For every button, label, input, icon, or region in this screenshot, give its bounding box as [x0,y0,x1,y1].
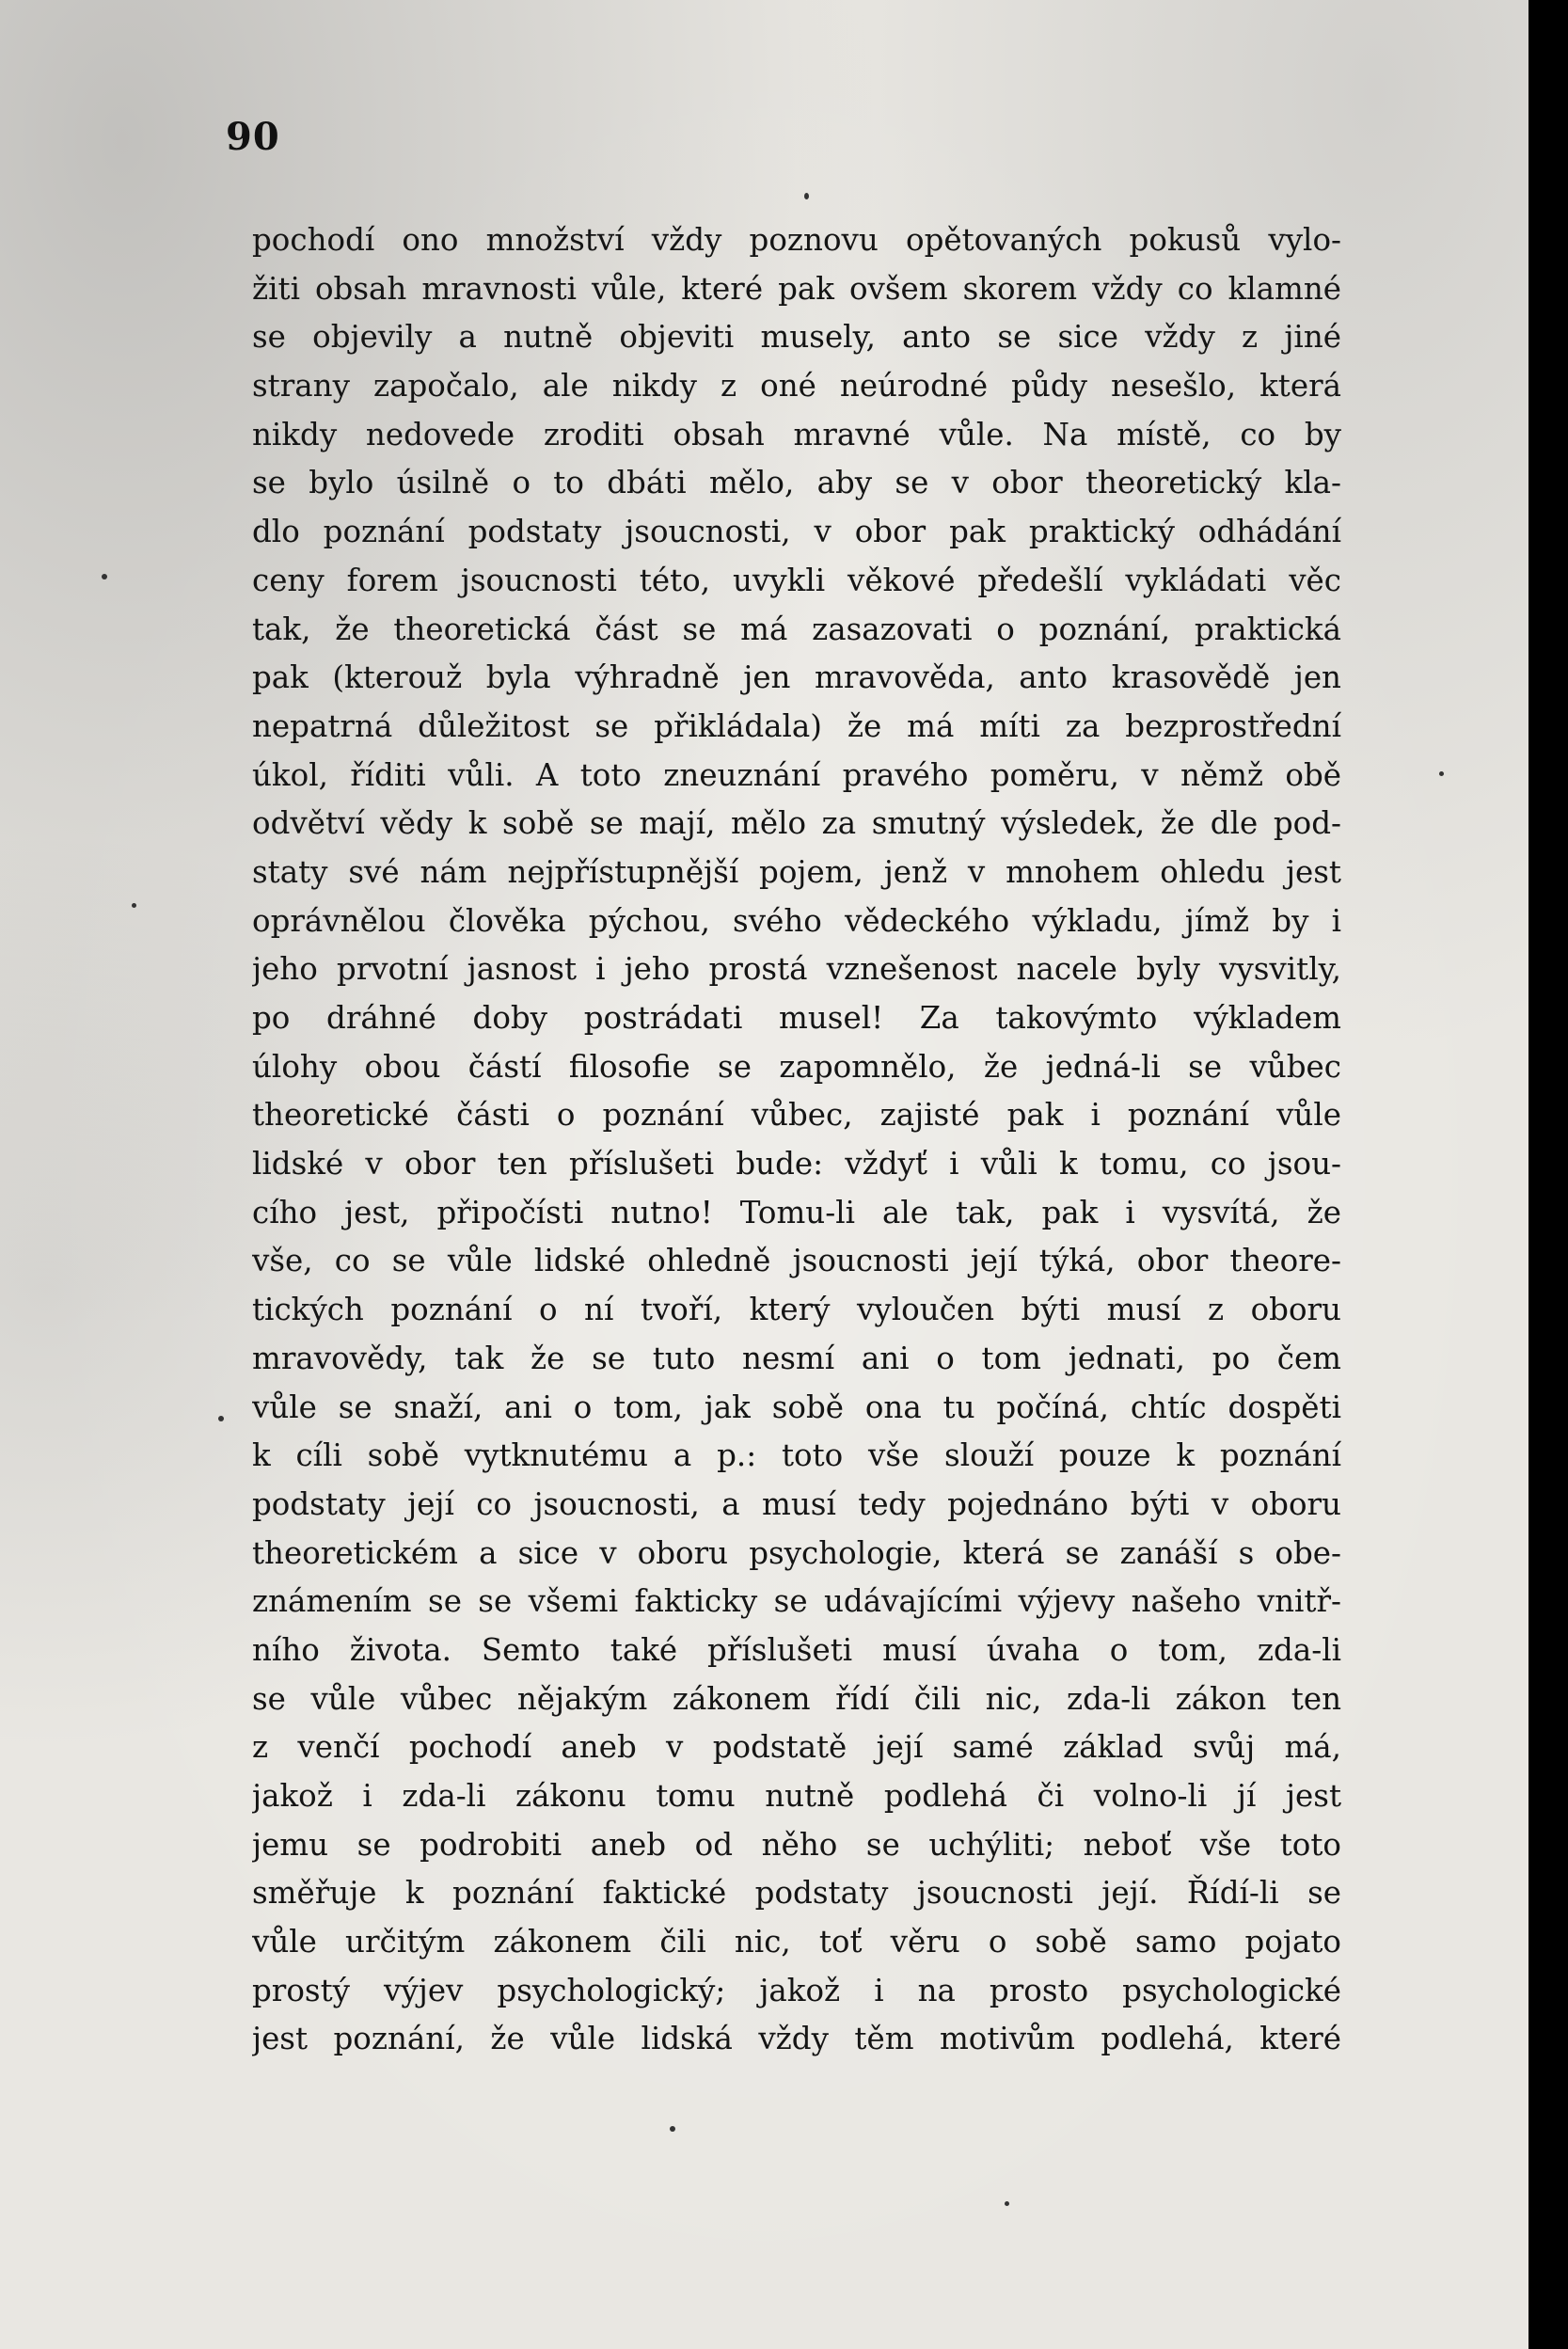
scan-speck [1005,2201,1009,2206]
scan-speck [804,193,809,199]
text-line: vůle se snaží, ani o tom, jak sobě ona tu počíná, chtíc dospěti [252,1389,1341,1425]
text-line: pak (kterouž byla výhradně jen mravověda, anto krasovědě jen [252,659,1341,696]
text-line: odvětví vědy k sobě se mají, mělo za smutný výsledek, že dle pod- [252,805,1341,842]
text-line: theoretickém a sice v oboru psychologie, která se zanáší s obe- [252,1534,1341,1571]
text-line: theoretické části o poznání vůbec, zajisté pak i poznání vůle [252,1097,1341,1134]
scan-speck [670,2126,675,2132]
text-line: známením se se všemi fakticky se udávajícími výjevy našeho vnitř- [252,1583,1341,1620]
text-line: se objevily a nutně objeviti musely, anto se sice vždy z jiné [252,319,1341,356]
text-line: směřuje k poznání faktické podstaty jsoucnosti její. Řídí-li se [252,1875,1341,1912]
text-line: prostý výjev psychologický; jakož i na prosto psychologické [252,1972,1341,2008]
text-line: po dráhné doby postrádati musel! Za takovýmto výkladem [252,1000,1341,1036]
text-line: cího jest, připočísti nutno! Tomu-li ale tak, pak i vysvítá, že [252,1194,1341,1230]
text-line: jakož i zda-li zákonu tomu nutně podlehá či volno-li jí jest [252,1778,1341,1814]
scan-speck [132,903,136,908]
text-line: jemu se podrobiti aneb od něho se uchýliti; neboť vše toto [252,1826,1341,1863]
page-number: 90 [226,115,280,159]
text-line: vše, co se vůle lidské ohledně jsoucnosti její týká, obor theore- [252,1243,1341,1279]
text-line: jest poznání, že vůle lidská vždy těm motivům podlehá, které [252,2021,1341,2057]
text-line: vůle určitým zákonem čili nic, toť věru o sobě samo pojato [252,1924,1341,1960]
text-line: úkol, říditi vůli. A toto zneuznání pravého poměru, v němž obě [252,756,1341,793]
text-line: tak, že theoretická část se má zasazovati o poznání, praktická [252,611,1341,647]
text-line: jeho prvotní jasnost i jeho prostá vznešenost nacele byly vysvitly, [252,951,1341,988]
text-line: žiti obsah mravnosti vůle, které pak ovšem skorem vždy co klamné [252,270,1341,307]
body-text [252,216,1341,2064]
text-line: z venčí pochodí aneb v podstatě její samé základ svůj má, [252,1729,1341,1766]
text-line: se vůle vůbec nějakým zákonem řídí čili nic, zda-li zákon ten [252,1680,1341,1717]
text-line: mravovědy, tak že se tuto nesmí ani o tom jednati, po čem [252,1340,1341,1376]
text-line: dlo poznání podstaty jsoucnosti, v obor pak praktický odhádání [252,514,1341,550]
text-line: tických poznání o ní tvoří, který vyloučen býti musí z oboru [252,1292,1341,1328]
text-line: oprávnělou člověka pýchou, svého vědeckého výkladu, jímž by i [252,902,1341,939]
scan-border [1528,0,1568,2349]
scan-speck [1439,771,1444,776]
text-line: strany započalo, ale nikdy z oné neúrodné půdy nesešlo, která [252,368,1341,405]
text-line: ního života. Semto také příslušeti musí úvaha o tom, zda-li [252,1631,1341,1668]
scan-speck [102,574,107,579]
text-line: staty své nám nejpřístupnější pojem, jenž v mnohem ohledu jest [252,853,1341,890]
text-line: úlohy obou částí filosofie se zapomnělo, že jedná-li se vůbec [252,1048,1341,1085]
text-line: ceny forem jsoucnosti této, uvykli věkové předešlí vykládati věc [252,562,1341,598]
text-line: nepatrná důležitost se přikládala) že má míti za bezprostřední [252,707,1341,744]
text-line: k cíli sobě vytknutému a p.: toto vše slouží pouze k poznání [252,1437,1341,1474]
text-line: podstaty její co jsoucnosti, a musí tedy pojednáno býti v oboru [252,1485,1341,1522]
scan-speck [218,1416,224,1421]
text-line: se bylo úsilně o to dbáti mělo, aby se v obor theoretický kla- [252,465,1341,501]
text-line: nikdy nedovede zroditi obsah mravné vůle. Na místě, co by [252,416,1341,452]
text-line: lidské v obor ten příslušeti bude: vždyť i vůli k tomu, co jsou- [252,1146,1341,1182]
text-line: pochodí ono množství vždy poznovu opětovaných pokusů vylo- [252,222,1341,258]
